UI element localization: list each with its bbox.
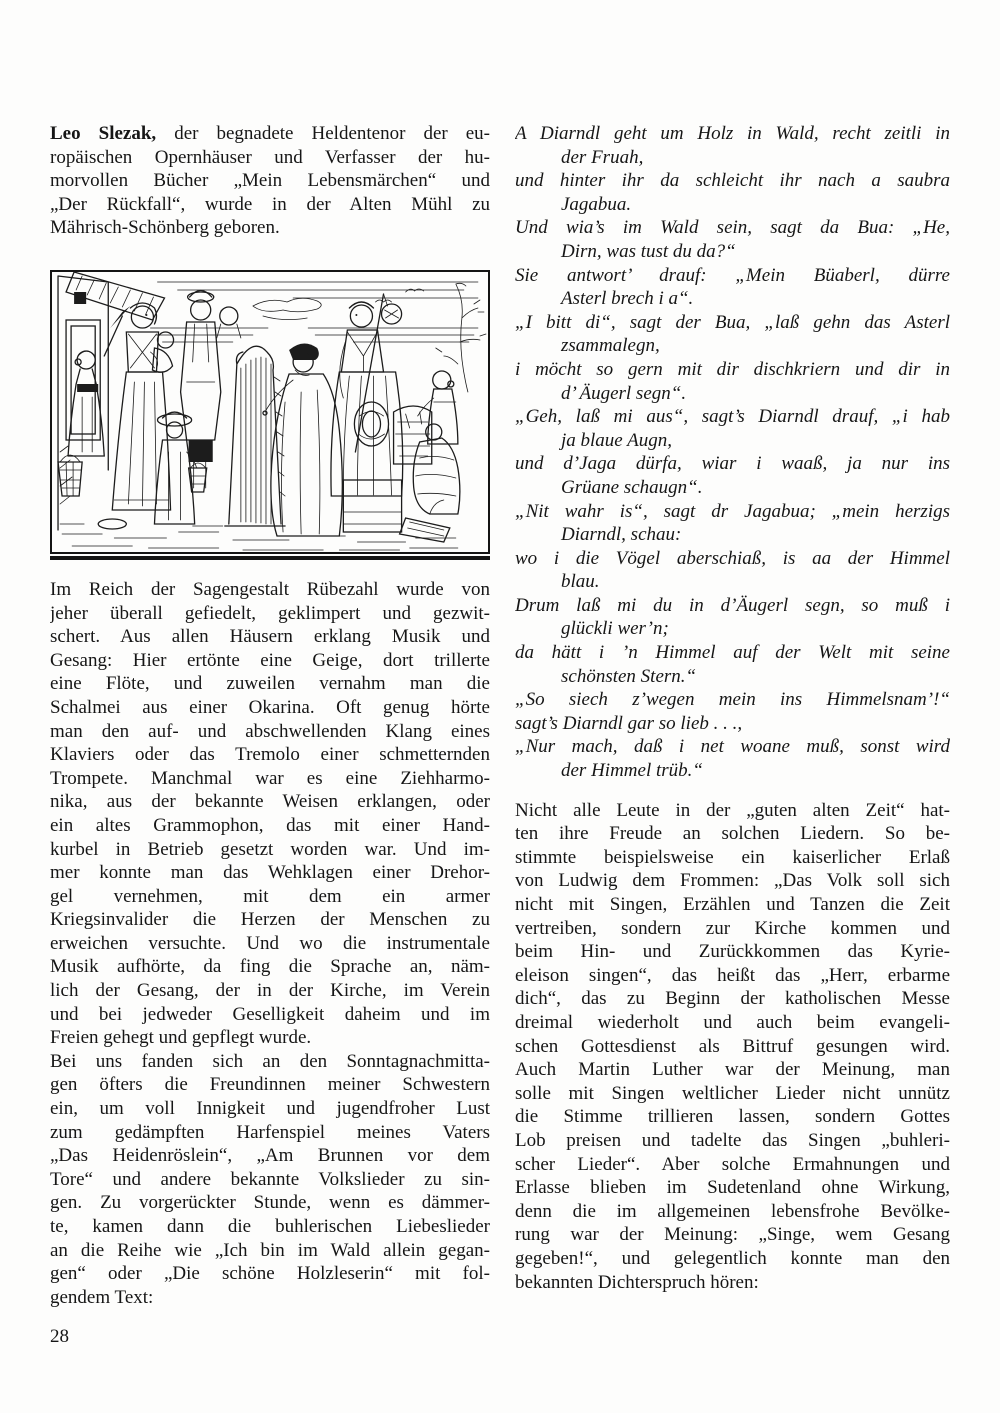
left-column bbox=[50, 122, 490, 1349]
body-paragraph-1 bbox=[50, 578, 490, 1050]
text-line: ropäischen Opernhäuser und Verfasser der hu- bbox=[50, 146, 490, 168]
text-line: gen öfters die Freundinnen meiner Schwestern bbox=[50, 1074, 490, 1096]
text-line: vertreiben, sondern zur Kirche kommen und bbox=[515, 917, 950, 939]
poem-line: der Fruah, bbox=[561, 146, 644, 168]
poem-line: schönsten Stern.“ bbox=[561, 665, 697, 687]
poem-line: blau. bbox=[561, 571, 600, 593]
text-line: „Der Rückfall“, wurde in der Alten Mühl zu bbox=[50, 193, 490, 215]
poem-line: da hätt i ’n Himmel auf der Welt mit seine bbox=[515, 642, 950, 664]
text-line: stimmte beispielsweise ein kaiserlicher Erlaß bbox=[515, 846, 950, 868]
poem-line: der Himmel trüb.“ bbox=[561, 760, 703, 782]
text-line: ten ihre Freude an solchen Liedern. So be- bbox=[515, 823, 950, 845]
text-line: te, kamen dann die buhlerischen Liebeslieder bbox=[50, 1216, 490, 1237]
text-line: zum gedämpften Harfenspiel meines Vaters bbox=[50, 1121, 490, 1143]
poem-line: „Nur mach, daß i net woane muß, sonst wird bbox=[515, 736, 950, 758]
right-column bbox=[515, 122, 950, 1349]
poem-line: „Nit wahr is“, sagt dr Jagabua; „mein herzigs bbox=[515, 500, 950, 522]
poem-line: d’ Äugerl segn“. bbox=[561, 382, 687, 404]
poem-line: A Diarndl geht um Holz in Wald, recht zeitli in bbox=[515, 123, 950, 144]
poem-line: zsammalegn, bbox=[561, 335, 660, 357]
text-line: Mährisch-Schönberg geboren. bbox=[50, 217, 280, 239]
text-line: eleison singen“, das heißt das „Herr, erbarme bbox=[515, 964, 950, 986]
text-line: man den auf- und abschwellenden Klang eines bbox=[50, 720, 490, 742]
text-line: denn die im allgemeinen lebensfrohe Bevölke- bbox=[515, 1200, 950, 1222]
intro-bold-name: Leo Slezak, bbox=[50, 123, 157, 144]
poem-line: „I bitt di“, sagt der Bua, „laß gehn das Asterl bbox=[515, 311, 950, 333]
paragraph-lines bbox=[515, 799, 950, 1294]
poem-line: wo i die Vögel aberschiaß, is aa der Himmel bbox=[515, 547, 950, 569]
poem-line: Grüane schaugn“. bbox=[561, 476, 703, 498]
poem-line: und d’Jaga dürfa, wiar i waaß, ja nur ins bbox=[515, 453, 950, 475]
poem-line: glückli wer’n; bbox=[561, 618, 669, 640]
paragraph-lines bbox=[50, 1050, 490, 1310]
text-line: Im Reich der Sagengestalt Rübezahl wurde von bbox=[50, 578, 490, 600]
poem-line: sagt’s Diarndl gar so lieb . . ., bbox=[515, 712, 743, 734]
text-line: „Das Heidenröslein“, „Am Brunnen vor dem bbox=[50, 1145, 490, 1167]
text-line: mer konnte man das Wehklagen einer Drehor- bbox=[50, 862, 490, 884]
text-line: lich der Gesang, der in der Kirche, im Verein bbox=[50, 980, 490, 1002]
poem-line: i möcht so gern mit dir dischkriern und dir in bbox=[515, 358, 950, 380]
text-line: nicht mit Singen, Erzählen und Tanzen die Zeit bbox=[515, 894, 950, 915]
text-line: die Stimme trillieren lassen, sondern Gottes bbox=[515, 1106, 950, 1128]
text-line: ein, um voll Innigkeit und jugendfroher Lust bbox=[50, 1098, 490, 1120]
poem-line: Drum laß mi du in d’Äugerl segn, so muß i bbox=[515, 594, 950, 616]
folk-song-poem bbox=[515, 122, 950, 783]
woodcut-illustration-drawing bbox=[52, 272, 488, 552]
paragraph-lines bbox=[50, 578, 490, 1050]
poem-line: Jagabua. bbox=[561, 193, 632, 215]
text-line: scher Lieder“. Aber solche Ermahnungen und bbox=[515, 1153, 950, 1175]
poem-line: Asterl brech i a“. bbox=[561, 288, 694, 310]
text-line: morvollen Bücher „Mein Lebensmärchen“ und bbox=[50, 170, 490, 192]
text-line: nika, aus der bekannte Weisen erklangen, oder bbox=[50, 791, 490, 813]
text-line: dreimal wiederholt und auch beim evangeli- bbox=[515, 1011, 950, 1033]
text-line: und bei jedweder Geselligkeit daheim und im bbox=[50, 1003, 490, 1025]
text-line: jeher überall gefiedelt, geklimpert und gezwit- bbox=[50, 602, 490, 624]
woodcut-illustration bbox=[50, 270, 490, 560]
poem-line: Dirn, was tust du da?“ bbox=[561, 240, 736, 262]
text-line: gen“ oder „Die schöne Holzleserin“ mit fol- bbox=[50, 1263, 490, 1285]
text-line: an die Reihe wie „Ich bin im Wald allein gegan- bbox=[50, 1239, 490, 1261]
body-paragraph-3 bbox=[515, 799, 950, 1294]
text-line: Lob preisen und tadelte das Singen „buhleri- bbox=[515, 1129, 950, 1151]
text-line: Freien gehegt und gepflegt wurde. bbox=[50, 1027, 312, 1049]
poem-line: „So siech z’wegen mein ins Himmelsnam’!“ bbox=[515, 689, 950, 711]
poem-line: Und wia’s im Wald sein, sagt da Bua: „He, bbox=[515, 217, 950, 239]
text-line: Musik aufhörte, da fing die Sprache an, näm- bbox=[50, 956, 490, 978]
poem-lines bbox=[515, 122, 950, 783]
text-line: rung war der Meinung: „Singe, wem Gesang bbox=[515, 1224, 950, 1246]
text-line: dich“, das zu Beginn der katholischen Messe bbox=[515, 988, 950, 1010]
text-line: Schalmei aus einer Okarina. Oft genug hörte bbox=[50, 696, 490, 718]
figure-bottom-rule bbox=[50, 556, 490, 560]
body-paragraph-2 bbox=[50, 1050, 490, 1310]
poem-line: und hinter ihr da schleicht ihr nach a saubra bbox=[515, 170, 950, 192]
text-line: Auch Martin Luther war der Meinung, man bbox=[515, 1059, 950, 1081]
intro-paragraph bbox=[50, 122, 490, 240]
figure-frame bbox=[50, 270, 490, 554]
poem-line: Diarndl, schau: bbox=[561, 524, 682, 546]
text-line: Nicht alle Leute in der „guten alten Zeit“ hat- bbox=[515, 799, 950, 821]
text-line: Erlasse blieben im Sudetenland ohne Wirkung, bbox=[515, 1177, 950, 1199]
text-line: gegeben!“, und gelegentlich konnte man den bbox=[515, 1247, 950, 1269]
text-line: Tore“ und andere bekannte Volkslieder zu sin- bbox=[50, 1168, 490, 1190]
text-line bbox=[50, 122, 490, 146]
text-line: gel vernehmen, mit dem ein armer bbox=[50, 885, 490, 907]
two-column-layout bbox=[50, 122, 950, 1349]
text-line: bekannten Dichterspruch hören: bbox=[515, 1271, 759, 1293]
text-line: ein altes Grammophon, das mit einer Hand- bbox=[50, 814, 490, 836]
text-line: Gesang: Hier ertönte eine Geige, dort trillerte bbox=[50, 649, 490, 671]
text-line: solle mit Singen weltlicher Lieder nicht unnütz bbox=[515, 1082, 950, 1104]
text-line: eine Flöte, und zuweilen vernahm man die bbox=[50, 673, 490, 695]
intro-first-line-rest: der begnadete Heldentenor der eu- bbox=[156, 123, 490, 144]
text-line: kurbel in Betrieb gesetzt worden war. Und im- bbox=[50, 838, 490, 860]
text-line: Klaviers oder das Tremolo einer schmetternden bbox=[50, 744, 490, 766]
text-line: Trompete. Manchmal war es eine Ziehharmo- bbox=[50, 767, 490, 789]
text-line: Bei uns fanden sich an den Sonntagnachmitta- bbox=[50, 1050, 490, 1072]
text-line: Kriegsinvalider die Herzen der Menschen zu bbox=[50, 909, 490, 931]
poem-line: „Geh, laß mi aus“, sagt’s Diarndl drauf, „i hab bbox=[515, 406, 950, 428]
page-number: 28 bbox=[50, 1326, 69, 1348]
poem-line: ja blaue Augn, bbox=[561, 429, 673, 451]
text-line: schen Gottesdienst als Bittruf gesungen wird. bbox=[515, 1035, 950, 1057]
text-line: von Ludwig dem Frommen: „Das Volk soll sich bbox=[515, 870, 950, 892]
text-line: erweichen versuchte. Und wo die instrumentale bbox=[50, 932, 490, 954]
intro-lines bbox=[50, 146, 490, 240]
text-line: gendem Text: bbox=[50, 1286, 154, 1308]
text-line: schert. Aus allen Häusern erklang Musik und bbox=[50, 626, 490, 648]
poem-line: Sie antwort’ drauf: „Mein Büaberl, dürre bbox=[515, 264, 950, 286]
text-line: gen. Zu vorgerückter Stunde, wenn es dämmer- bbox=[50, 1192, 490, 1214]
text-line: beim Hin- und Zurückkommen das Kyrie- bbox=[515, 941, 950, 963]
